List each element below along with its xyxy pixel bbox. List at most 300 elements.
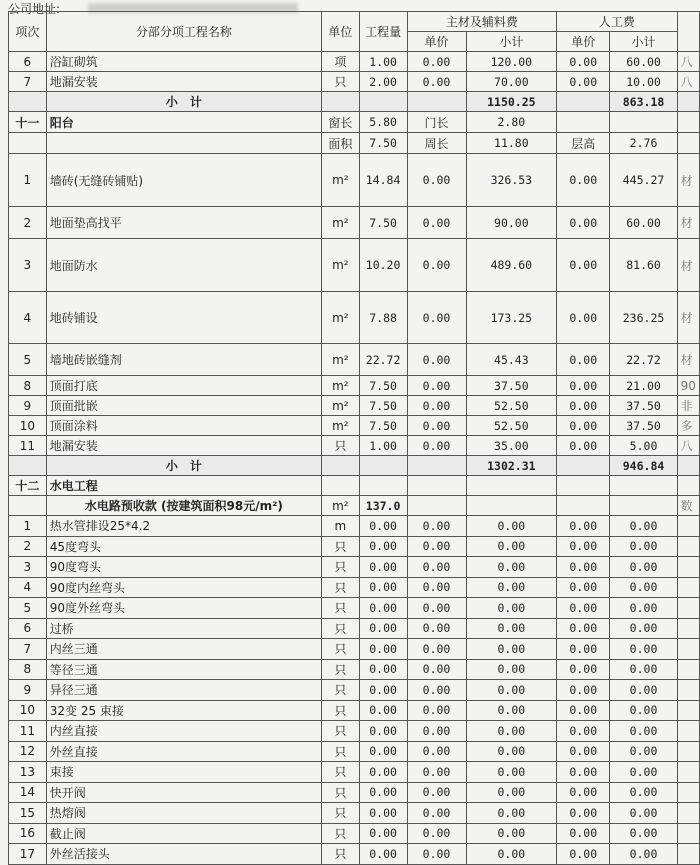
item-material-price: 0.00 (407, 557, 466, 578)
item-material-price: 0.00 (407, 639, 466, 660)
blank (677, 112, 699, 133)
table-row (9, 112, 700, 133)
item-qty: 0.00 (359, 782, 407, 803)
item-unit: 只 (321, 803, 359, 824)
dim-label: 门长 (407, 112, 466, 133)
item-qty: 0.00 (359, 844, 407, 865)
item-index: 12 (9, 741, 47, 762)
table-row (9, 659, 700, 680)
item-labor-total: 0.00 (610, 741, 677, 762)
item-index: 3 (9, 557, 47, 578)
item-labor-total: 60.00 (610, 207, 677, 239)
item-labor-price: 0.00 (557, 72, 610, 92)
table-row (9, 577, 700, 598)
table-row (9, 456, 700, 476)
subtotal-blank (321, 92, 359, 112)
item-material-price: 0.00 (407, 396, 466, 416)
item-labor-price: 0.00 (557, 416, 610, 436)
item-name: 顶面批嵌 (46, 396, 321, 416)
header-idx: 项次 (9, 12, 47, 52)
item-name: 地漏安装 (46, 72, 321, 92)
item-unit: 只 (321, 536, 359, 557)
item-note: 八 (677, 72, 699, 92)
dim-value: 5.80 (359, 112, 407, 133)
item-labor-total: 0.00 (610, 536, 677, 557)
table-row (9, 207, 700, 239)
item-labor-price: 0.00 (557, 536, 610, 557)
item-index: 5 (9, 598, 47, 619)
item-unit: 只 (321, 782, 359, 803)
item-name: 热熔阀 (46, 803, 321, 824)
item-note: 材 (677, 154, 699, 207)
item-material-total: 45.43 (466, 344, 557, 376)
table-row (9, 72, 700, 92)
prepay-qty: 137.0 (359, 496, 407, 516)
header-lab-total: 小计 (610, 32, 677, 52)
blank (677, 476, 699, 496)
item-material-total: 0.00 (466, 618, 557, 639)
table-row (9, 476, 700, 496)
subtotal-material: 1150.25 (466, 92, 557, 112)
item-index: 1 (9, 154, 47, 207)
table-row (9, 680, 700, 701)
item-unit: 项 (321, 52, 359, 72)
table-row (9, 639, 700, 660)
item-unit: 只 (321, 639, 359, 660)
item-unit: 只 (321, 700, 359, 721)
item-labor-total: 0.00 (610, 700, 677, 721)
table-row (9, 416, 700, 436)
blank (359, 476, 407, 496)
item-labor-total: 0.00 (610, 782, 677, 803)
item-index: 6 (9, 618, 47, 639)
item-labor-total: 236.25 (610, 292, 677, 344)
item-labor-price: 0.00 (557, 844, 610, 865)
item-index: 6 (9, 52, 47, 72)
item-unit: 只 (321, 680, 359, 701)
item-labor-price: 0.00 (557, 721, 610, 742)
item-name: 快开阀 (46, 782, 321, 803)
header-material: 主材及辅料费 (407, 12, 557, 32)
item-name: 45度弯头 (46, 536, 321, 557)
dim-label: 周长 (407, 133, 466, 154)
item-qty: 0.00 (359, 557, 407, 578)
subtotal-blank (9, 456, 47, 476)
blank (557, 496, 610, 516)
item-labor-price: 0.00 (557, 659, 610, 680)
table-row (9, 557, 700, 578)
item-labor-price: 0.00 (557, 762, 610, 783)
item-name: 地漏安装 (46, 436, 321, 456)
item-labor-total: 5.00 (610, 436, 677, 456)
item-labor-total: 0.00 (610, 803, 677, 824)
blank (677, 618, 699, 639)
item-unit: 只 (321, 844, 359, 865)
section-index: 十二 (9, 476, 47, 496)
blank (677, 133, 699, 154)
item-unit: m² (321, 416, 359, 436)
item-material-price: 0.00 (407, 721, 466, 742)
item-labor-total: 37.50 (610, 396, 677, 416)
item-material-total: 37.50 (466, 376, 557, 396)
item-material-total: 0.00 (466, 721, 557, 742)
item-material-total: 0.00 (466, 598, 557, 619)
item-labor-price: 0.00 (557, 154, 610, 207)
item-qty: 0.00 (359, 516, 407, 537)
quotation-table (8, 11, 700, 865)
item-labor-total: 81.60 (610, 239, 677, 292)
item-name: 外丝直接 (46, 741, 321, 762)
item-labor-price: 0.00 (557, 741, 610, 762)
item-name: 墙地砖嵌缝剂 (46, 344, 321, 376)
item-labor-price: 0.00 (557, 823, 610, 844)
item-labor-total: 0.00 (610, 762, 677, 783)
blank (557, 112, 610, 133)
item-index: 15 (9, 803, 47, 824)
item-name: 地面垫高找平 (46, 207, 321, 239)
item-material-price: 0.00 (407, 844, 466, 865)
item-note: 多 (677, 416, 699, 436)
table-row (9, 92, 700, 112)
item-material-price: 0.00 (407, 52, 466, 72)
item-material-total: 0.00 (466, 659, 557, 680)
item-unit: m² (321, 344, 359, 376)
item-labor-total: 445.27 (610, 154, 677, 207)
header-unit: 单位 (321, 12, 359, 52)
item-material-price: 0.00 (407, 823, 466, 844)
item-index: 16 (9, 823, 47, 844)
item-note: 90 (677, 376, 699, 396)
item-material-price: 0.00 (407, 700, 466, 721)
item-labor-total: 0.00 (610, 639, 677, 660)
item-qty: 0.00 (359, 700, 407, 721)
header-labor: 人工费 (557, 12, 678, 32)
item-qty: 0.00 (359, 680, 407, 701)
item-labor-price: 0.00 (557, 344, 610, 376)
item-qty: 7.50 (359, 416, 407, 436)
item-index: 4 (9, 292, 47, 344)
item-material-total: 0.00 (466, 700, 557, 721)
table-row (9, 52, 700, 72)
item-material-price: 0.00 (407, 659, 466, 680)
blank (677, 803, 699, 824)
table-row (9, 598, 700, 619)
item-labor-total: 21.00 (610, 376, 677, 396)
item-labor-total: 10.00 (610, 72, 677, 92)
table-row (9, 396, 700, 416)
item-index: 11 (9, 721, 47, 742)
table-row (9, 700, 700, 721)
prepay-note: 数 (677, 496, 699, 516)
item-labor-price: 0.00 (557, 618, 610, 639)
item-unit: 只 (321, 598, 359, 619)
item-name: 90度内丝弯头 (46, 577, 321, 598)
dim-value: 7.50 (359, 133, 407, 154)
table-row (9, 618, 700, 639)
item-name: 顶面打底 (46, 376, 321, 396)
subtotal-blank (321, 456, 359, 476)
blank (677, 536, 699, 557)
item-unit: 只 (321, 741, 359, 762)
item-name: 90度外丝弯头 (46, 598, 321, 619)
subtotal-blank (557, 92, 610, 112)
item-qty: 2.00 (359, 72, 407, 92)
dim-label: 面积 (321, 133, 359, 154)
item-labor-price: 0.00 (557, 207, 610, 239)
table-row (9, 762, 700, 783)
item-labor-total: 0.00 (610, 598, 677, 619)
item-labor-total: 0.00 (610, 516, 677, 537)
item-labor-total: 0.00 (610, 721, 677, 742)
item-unit: 只 (321, 577, 359, 598)
item-qty: 1.00 (359, 436, 407, 456)
item-labor-price: 0.00 (557, 239, 610, 292)
item-material-price: 0.00 (407, 207, 466, 239)
item-note: 八 (677, 436, 699, 456)
item-name: 90度弯头 (46, 557, 321, 578)
item-material-total: 90.00 (466, 207, 557, 239)
item-labor-price: 0.00 (557, 639, 610, 660)
item-index: 13 (9, 762, 47, 783)
item-material-total: 52.50 (466, 396, 557, 416)
item-material-price: 0.00 (407, 782, 466, 803)
item-material-total: 0.00 (466, 741, 557, 762)
subtotal-blank (557, 456, 610, 476)
item-name: 外丝活接头 (46, 844, 321, 865)
subtotal-blank (359, 92, 407, 112)
item-material-total: 0.00 (466, 823, 557, 844)
item-note: 材 (677, 239, 699, 292)
item-material-total: 0.00 (466, 516, 557, 537)
item-labor-total: 0.00 (610, 680, 677, 701)
item-labor-price: 0.00 (557, 680, 610, 701)
item-note: 材 (677, 207, 699, 239)
item-index: 9 (9, 396, 47, 416)
section-title: 阳台 (46, 112, 321, 133)
item-unit: 只 (321, 823, 359, 844)
blank (677, 721, 699, 742)
item-index: 8 (9, 659, 47, 680)
item-qty: 0.00 (359, 577, 407, 598)
item-material-price: 0.00 (407, 376, 466, 396)
item-index: 10 (9, 700, 47, 721)
item-material-price: 0.00 (407, 618, 466, 639)
item-qty: 0.00 (359, 536, 407, 557)
item-material-price: 0.00 (407, 436, 466, 456)
item-material-total: 0.00 (466, 762, 557, 783)
item-labor-total: 0.00 (610, 659, 677, 680)
prepay-unit: m² (321, 496, 359, 516)
item-name: 热水管排设25*4.2 (46, 516, 321, 537)
item-qty: 0.00 (359, 639, 407, 660)
item-index: 1 (9, 516, 47, 537)
blank (677, 741, 699, 762)
item-labor-price: 0.00 (557, 700, 610, 721)
item-qty: 22.72 (359, 344, 407, 376)
table-row (9, 376, 700, 396)
item-name: 浴缸砌筑 (46, 52, 321, 72)
blank (677, 516, 699, 537)
item-material-price: 0.00 (407, 239, 466, 292)
item-qty: 7.88 (359, 292, 407, 344)
item-index: 2 (9, 536, 47, 557)
item-name: 顶面涂料 (46, 416, 321, 436)
subtotal-blank (677, 456, 699, 476)
item-labor-price: 0.00 (557, 782, 610, 803)
item-material-total: 120.00 (466, 52, 557, 72)
item-qty: 0.00 (359, 721, 407, 742)
item-index: 4 (9, 577, 47, 598)
item-name: 墙砖(无缝砖铺贴) (46, 154, 321, 207)
item-unit: 只 (321, 557, 359, 578)
item-qty: 7.50 (359, 396, 407, 416)
table-row (9, 803, 700, 824)
table-row (9, 344, 700, 376)
item-index: 9 (9, 680, 47, 701)
item-unit: m² (321, 396, 359, 416)
item-unit: 只 (321, 721, 359, 742)
item-qty: 0.00 (359, 618, 407, 639)
item-index: 3 (9, 239, 47, 292)
item-labor-price: 0.00 (557, 52, 610, 72)
item-unit: m (321, 516, 359, 537)
item-qty: 10.20 (359, 239, 407, 292)
blank (677, 782, 699, 803)
item-qty: 0.00 (359, 823, 407, 844)
item-unit: 只 (321, 618, 359, 639)
blank (9, 496, 47, 516)
blank (677, 680, 699, 701)
item-labor-price: 0.00 (557, 436, 610, 456)
header-name: 分部分项工程名称 (46, 12, 321, 52)
item-unit: 只 (321, 72, 359, 92)
item-labor-price: 0.00 (557, 292, 610, 344)
subtotal-label: 小 计 (46, 92, 321, 112)
item-unit: m² (321, 376, 359, 396)
item-labor-total: 0.00 (610, 844, 677, 865)
header-mat-price: 单价 (407, 32, 466, 52)
subtotal-blank (9, 92, 47, 112)
item-unit: m² (321, 154, 359, 207)
item-qty: 0.00 (359, 741, 407, 762)
blank (677, 557, 699, 578)
item-material-total: 0.00 (466, 680, 557, 701)
item-material-total: 489.60 (466, 239, 557, 292)
item-qty: 1.00 (359, 52, 407, 72)
item-index: 7 (9, 639, 47, 660)
item-index: 2 (9, 207, 47, 239)
table-row (9, 516, 700, 537)
header-mat-total: 小计 (466, 32, 557, 52)
section-index: 十一 (9, 112, 47, 133)
item-qty: 0.00 (359, 598, 407, 619)
blank (677, 700, 699, 721)
item-material-total: 0.00 (466, 639, 557, 660)
item-labor-total: 22.72 (610, 344, 677, 376)
item-unit: 只 (321, 762, 359, 783)
blank (677, 762, 699, 783)
item-qty: 0.00 (359, 762, 407, 783)
item-labor-price: 0.00 (557, 577, 610, 598)
blank (610, 496, 677, 516)
table-row (9, 436, 700, 456)
item-labor-price: 0.00 (557, 803, 610, 824)
table-row (9, 536, 700, 557)
item-labor-total: 0.00 (610, 557, 677, 578)
table-row (9, 721, 700, 742)
company-address-label: 公司地址: (8, 2, 61, 16)
blank (407, 476, 466, 496)
blank (677, 577, 699, 598)
item-unit: m² (321, 239, 359, 292)
item-material-total: 0.00 (466, 536, 557, 557)
item-qty: 0.00 (359, 803, 407, 824)
table-row (9, 292, 700, 344)
header-qty: 工程量 (359, 12, 407, 52)
item-material-total: 52.50 (466, 416, 557, 436)
item-qty: 7.50 (359, 207, 407, 239)
item-material-price: 0.00 (407, 577, 466, 598)
item-unit: 只 (321, 436, 359, 456)
table-row (9, 741, 700, 762)
item-note: 八 (677, 52, 699, 72)
item-name: 32变 25 束接 (46, 700, 321, 721)
blank (677, 639, 699, 660)
blank (677, 659, 699, 680)
item-material-total: 35.00 (466, 436, 557, 456)
subtotal-blank (407, 456, 466, 476)
blank (610, 476, 677, 496)
item-material-total: 70.00 (466, 72, 557, 92)
item-unit: m² (321, 292, 359, 344)
item-material-price: 0.00 (407, 416, 466, 436)
subtotal-label: 小 计 (46, 456, 321, 476)
subtotal-material: 1302.31 (466, 456, 557, 476)
table-row (9, 239, 700, 292)
subtotal-blank (407, 92, 466, 112)
header-lab-price: 单价 (557, 32, 610, 52)
dim-value: 2.76 (610, 133, 677, 154)
item-note: 非 (677, 396, 699, 416)
item-material-price: 0.00 (407, 598, 466, 619)
item-note: 材 (677, 344, 699, 376)
item-material-price: 0.00 (407, 762, 466, 783)
item-index: 7 (9, 72, 47, 92)
item-material-total: 0.00 (466, 803, 557, 824)
dim-label: 层高 (557, 133, 610, 154)
blank (677, 598, 699, 619)
item-material-price: 0.00 (407, 292, 466, 344)
item-material-price: 0.00 (407, 803, 466, 824)
item-name: 地砖铺设 (46, 292, 321, 344)
blank (321, 476, 359, 496)
item-name: 内丝三通 (46, 639, 321, 660)
item-name: 内丝直接 (46, 721, 321, 742)
blank (610, 112, 677, 133)
item-name: 束接 (46, 762, 321, 783)
item-index: 8 (9, 376, 47, 396)
blank (557, 476, 610, 496)
item-unit: m² (321, 207, 359, 239)
blank (46, 133, 321, 154)
item-material-total: 0.00 (466, 844, 557, 865)
subtotal-labor: 863.18 (610, 92, 677, 112)
item-index: 14 (9, 782, 47, 803)
blank (407, 496, 466, 516)
item-labor-total: 0.00 (610, 618, 677, 639)
item-material-price: 0.00 (407, 344, 466, 376)
subtotal-blank (359, 456, 407, 476)
